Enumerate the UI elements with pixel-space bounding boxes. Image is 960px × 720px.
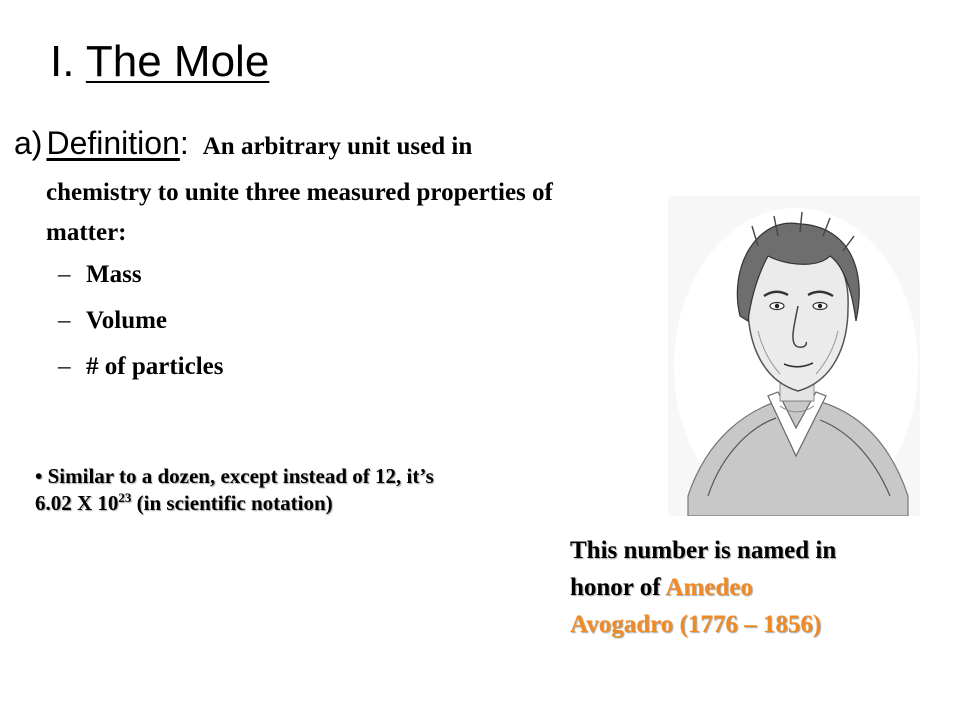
caption-line-1: This number is named in <box>570 537 837 564</box>
title-text: The Mole <box>85 37 270 86</box>
list-item <box>58 346 223 392</box>
definition-text-1: An arbitrary unit used in <box>202 133 473 160</box>
portrait-caption <box>570 532 836 643</box>
caption-text-2: honor of <box>570 574 661 601</box>
dash-bullet: – <box>58 353 71 380</box>
definition-prefix: a) <box>14 125 43 161</box>
note-number: 6.02 X 10 <box>35 491 119 515</box>
definition-label: Definition <box>46 125 180 161</box>
property-volume: Volume <box>86 307 168 334</box>
definition-continuation <box>14 173 734 253</box>
definition-line-1 <box>14 120 734 173</box>
note-line-2 <box>35 490 434 517</box>
note-line-1 <box>35 463 434 490</box>
caption-highlight-2: Avogadro (1776 – 1856) <box>570 611 822 638</box>
list-item <box>58 254 223 300</box>
definition-text-3: matter: <box>46 219 127 246</box>
definition-text-2: chemistry to unite three measured properties of <box>46 179 553 206</box>
caption-highlight-1: Amedeo <box>665 574 753 601</box>
dash-bullet: – <box>58 261 71 288</box>
note-text-1: Similar to a dozen, except instead of 12, it’s <box>47 464 434 488</box>
slide-title <box>50 34 269 90</box>
avogadro-portrait <box>668 196 920 516</box>
bullet-icon: • <box>35 464 43 488</box>
note-text-2: (in scientific notation) <box>136 491 333 515</box>
note-block <box>35 463 434 517</box>
property-particles: # of particles <box>86 353 224 380</box>
list-item <box>58 300 223 346</box>
definition-colon: : <box>179 125 189 161</box>
property-mass: Mass <box>86 261 142 288</box>
note-exponent: 23 <box>118 490 132 505</box>
title-number: I. <box>50 37 75 86</box>
properties-list <box>58 254 223 392</box>
caption-line-2 <box>570 569 836 606</box>
definition-block <box>14 120 734 253</box>
dash-bullet: – <box>58 307 71 334</box>
